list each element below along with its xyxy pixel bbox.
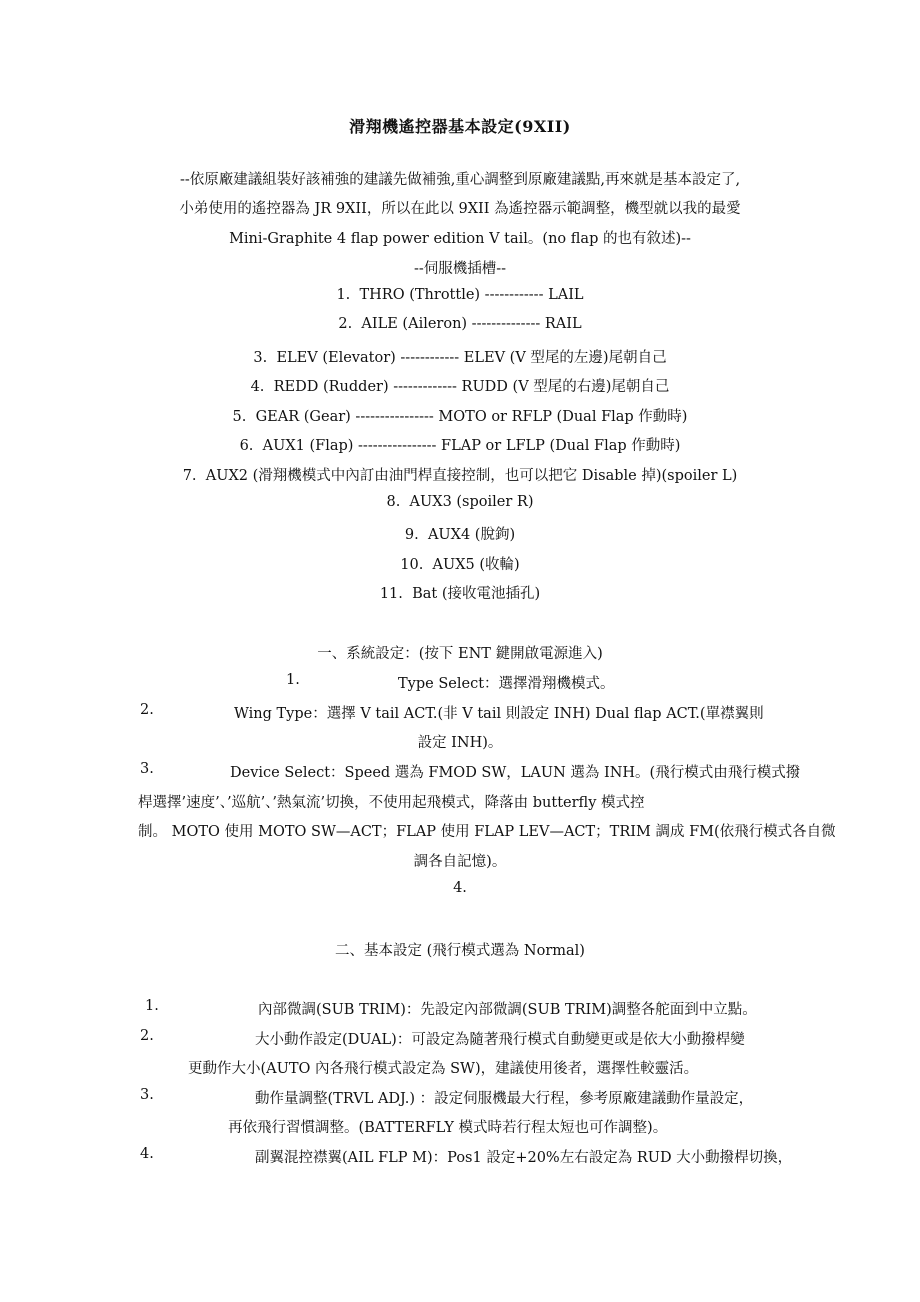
section2-item3-text: 動作量調整(TRVL ADJ.) ：設定伺服機最大行程，參考原廠建議動作量設定，	[255, 1091, 754, 1107]
servo-slot-item: 4. REDD (Rudder) ------------- RUDD (V 型尾的右邊)尾朝自己	[250, 379, 670, 395]
section2-item1-number: 1.	[145, 998, 159, 1014]
section1-item1-text: Type Select：選擇滑翔機模式。	[398, 676, 615, 692]
section2-heading: 二、基本設定 (飛行模式選為 Normal)	[335, 943, 585, 959]
section1-item1-number: 1.	[286, 672, 300, 688]
intro-line-1: --依原廠建議組裝好該補強的建議先做補強,重心調整到原廠建議點,再來就是基本設定了,	[179, 172, 741, 188]
section2-item3-continuation: 再依飛行習慣調整。(BATTERFLY 模式時若行程太短也可作調整)。	[228, 1120, 668, 1136]
section1-item3-continuation: 制。 MOTO 使用 MOTO SW—ACT；FLAP 使用 FLAP LEV—ACT；TRIM 調成 FM(依飛行模式各自微	[138, 824, 836, 840]
section2-item2-continuation: 更動作大小(AUTO 內各飛行模式設定為 SW)，建議使用後者，選擇性較靈活。	[188, 1061, 699, 1077]
section2-item4-text: 副翼混控襟翼(AIL FLP M)：Pos1 設定+20%左右設定為 RUD 大小動撥桿切換，	[255, 1150, 793, 1166]
servo-slot-item: 7. AUX2 (滑翔機模式中內訂由油門桿直接控制，也可以把它 Disable 掉)(spoiler L)	[182, 468, 738, 484]
section1-item4-number: 4.	[453, 880, 467, 896]
servo-slot-item: 1. THRO (Throttle) ------------ LAIL	[336, 287, 584, 303]
section1-item3-number: 3.	[140, 761, 154, 777]
section2-item2-text: 大小動作設定(DUAL)：可設定為隨著飛行模式自動變更或是依大小動撥桿變	[255, 1032, 745, 1048]
servo-slots-heading: --伺服機插槽--	[413, 261, 507, 277]
servo-slot-item: 3. ELEV (Elevator) ------------ ELEV (V 型尾的左邊)尾朝自己	[253, 350, 667, 366]
servo-slot-item: 11. Bat (接收電池插孔)	[379, 586, 541, 602]
section2-item3-number: 3.	[140, 1087, 154, 1103]
document-title: 滑翔機遙控器基本設定(9XII)	[349, 117, 571, 136]
section1-heading: 一、系統設定：(按下 ENT 鍵開啟電源進入)	[317, 646, 603, 662]
section2-item4-number: 4.	[140, 1146, 154, 1162]
intro-line-3: Mini-Graphite 4 flap power edition V tail。(no flap 的也有敘述)--	[229, 231, 691, 247]
section1-item2-text: Wing Type：選擇 V tail ACT.(非 V tail 則設定 INH) Dual flap ACT.(單襟翼則	[234, 706, 764, 722]
section2-item1-text: 內部微調(SUB TRIM)：先設定內部微調(SUB TRIM)調整各舵面到中立點。	[258, 1002, 757, 1018]
servo-slot-item: 5. GEAR (Gear) ---------------- MOTO or RFLP (Dual Flap 作動時)	[232, 409, 688, 425]
section1-item3-continuation: 調各自記憶)。	[413, 854, 507, 870]
servo-slot-item: 10. AUX5 (收輪)	[400, 557, 520, 573]
servo-slot-item: 6. AUX1 (Flap) ---------------- FLAP or LFLP (Dual Flap 作動時)	[239, 438, 681, 454]
section2-item2-number: 2.	[140, 1028, 154, 1044]
servo-slot-item: 2. AILE (Aileron) -------------- RAIL	[338, 316, 582, 332]
section1-item2-number: 2.	[140, 702, 154, 718]
section1-item3-text: Device Select：Speed 選為 FMOD SW，LAUN 選為 INH。(飛行模式由飛行模式撥	[230, 765, 801, 781]
servo-slot-item: 9. AUX4 (脫鉤)	[404, 527, 516, 543]
servo-slot-item: 8. AUX3 (spoiler R)	[386, 494, 534, 510]
section1-item2-continuation: 設定 INH)。	[417, 735, 503, 751]
section1-item3-continuation: 桿選擇’速度’、’巡航’、’熱氣流’切換，不使用起飛模式，降落由 butterfly 模式控	[138, 795, 645, 811]
intro-line-2: 小弟使用的遙控器為 JR 9XII，所以在此以 9XII 為遙控器示範調整，機型就以我的最愛	[179, 201, 741, 217]
